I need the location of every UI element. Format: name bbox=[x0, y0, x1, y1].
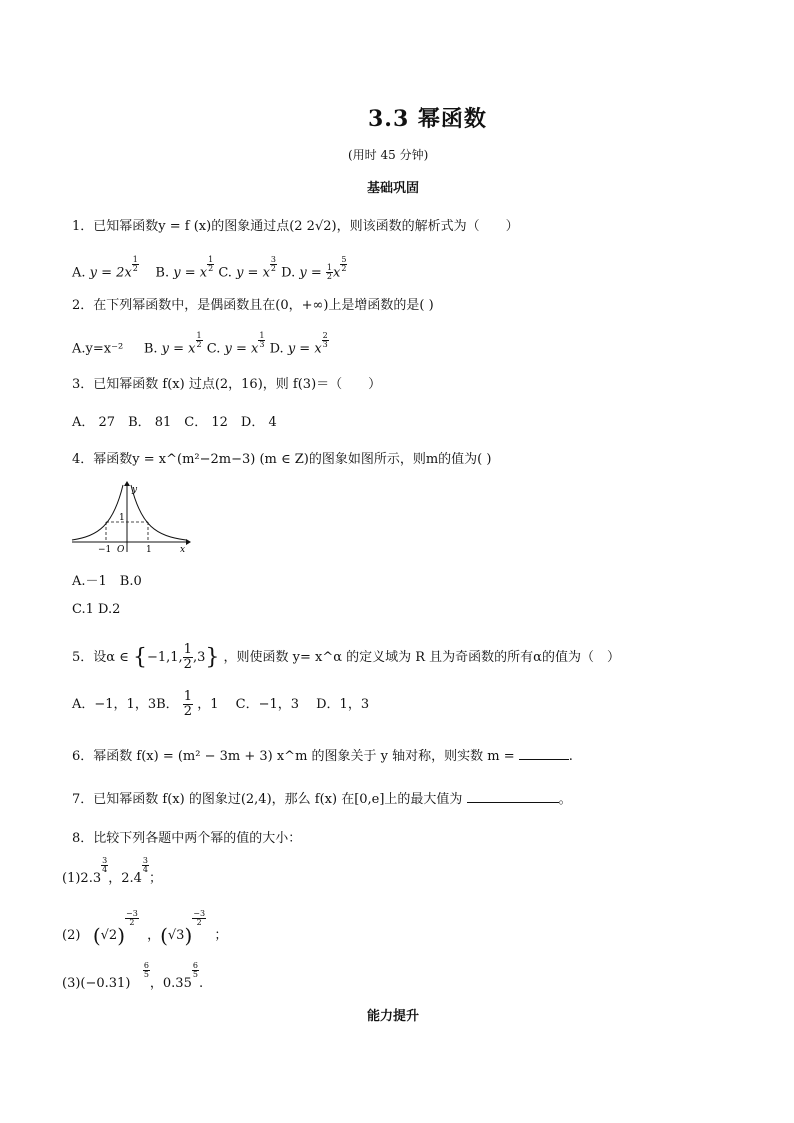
q6-stem: 6．幂函数 f(x) = (m² − 3m + 3) x^m 的图象关于 y 轴对称，则实数 m = bbox=[72, 749, 515, 764]
question-5-options: A．−1，1，3B． $\frac{1}{2}$ ，1 C．−1，3 D．1，3 bbox=[72, 689, 370, 719]
q2-option-c-label: C. bbox=[206, 341, 221, 357]
question-3-stem: 3．已知幂函数 f(x) 过点(2，16)，则 f(3)＝（ ） bbox=[72, 377, 382, 392]
question-2-options: A.y=x⁻² B. y = x $\frac{1}{2}$ C. y = x $\frac{1}{3}$ D. y = x $\frac{2}{3}$ bbox=[72, 331, 328, 357]
q5-options-pre: A．−1，1，3B． bbox=[72, 697, 179, 712]
q2-option-b-label: B. bbox=[143, 341, 158, 357]
question-1-stem: 1．已知幂函数y = f (x)的图象通过点(2 2√2)，则该函数的解析式为（ ） bbox=[72, 219, 519, 234]
answer-blank-7[interactable] bbox=[467, 790, 559, 803]
question-7 bbox=[72, 788, 572, 807]
q5-options-post: ，1 C．−1，3 D．1，3 bbox=[197, 697, 370, 712]
page-title: 3.3 幂函数 bbox=[368, 106, 487, 132]
question-4-options-1: A.－1 B.0 bbox=[72, 574, 142, 589]
page-subtitle: (用时 45 分钟) bbox=[348, 148, 429, 162]
curve-right bbox=[131, 485, 186, 540]
q6-end: . bbox=[568, 749, 573, 764]
graph-tick-y: 1 bbox=[119, 513, 125, 523]
question-4-stem: 4．幂函数y = x^(m²−2m−3) (m ∈ Z)的图象如图所示，则m的值为( ) bbox=[72, 452, 492, 467]
graph-x-label: x bbox=[180, 545, 186, 554]
q1-option-b-label: B. bbox=[155, 265, 170, 281]
question-6 bbox=[72, 745, 573, 764]
q7-end: 。 bbox=[558, 792, 572, 807]
section-advanced: 能力提升 bbox=[367, 1009, 420, 1024]
question-8-part-3: (3)(−0.31) $\frac{6}{5}$ ，0.35 $\frac{6}{5}$ . bbox=[62, 961, 204, 991]
graph-y-label: y bbox=[132, 485, 138, 495]
question-2-stem: 2．在下列幂函数中，是偶函数且在(0，+∞)上是增函数的是( ) bbox=[72, 298, 434, 313]
curve-left bbox=[72, 485, 123, 540]
question-8-part-1: (1)2.3 $\frac{3}{4}$ ，2.4 $\frac{3}{4}$ ； bbox=[62, 856, 162, 886]
answer-blank-6[interactable] bbox=[519, 747, 569, 760]
q8-p2-label: (2) bbox=[62, 928, 81, 943]
q2-option-a: A.y=x⁻² bbox=[72, 341, 124, 357]
question-4-options-2: C.1 D.2 bbox=[72, 602, 121, 617]
q8-p3-label: (3) bbox=[62, 976, 81, 991]
q1-option-d-label: D. bbox=[281, 265, 296, 281]
power-function-graph bbox=[68, 480, 192, 554]
x-axis-arrow bbox=[186, 539, 191, 545]
graph-tick-pos: 1 bbox=[146, 545, 152, 554]
q1-option-c-label: C. bbox=[218, 265, 232, 281]
q7-stem: 7．已知幂函数 f(x) 的图象过(2,4)，那么 f(x) 在[0,e]上的最大值为 bbox=[72, 792, 463, 807]
section-basic: 基础巩固 bbox=[367, 181, 420, 196]
question-8-part-2: (2) (√2) $\frac{-3}{2}$ ，(√3) $\frac{-3}{2}$ ； bbox=[62, 909, 228, 948]
question-5-stem: 5．设α ∈ {−1,1, $\frac{1}{2},3$} ，则使函数 y= x^α 的定义域为 R 且为奇函数的所有α的值为（ ） bbox=[72, 642, 620, 672]
q1-option-a-label: A. bbox=[72, 265, 86, 281]
question-3-options: A． 27 B． 81 C． 12 D． 4 bbox=[72, 415, 277, 430]
y-axis-arrow bbox=[124, 481, 130, 486]
question-1-options: A. y = 2x $\frac{1}{2}$ B. y = x $\frac{1}{2}$ C. y = x $\frac{3}{2}$ D. y = $\frac{1}{2}$ x $\frac{5}{2}$ bbox=[72, 255, 347, 282]
question-8-stem: 8．比较下列各题中两个幂的值的大小： bbox=[72, 831, 302, 846]
graph-tick-neg: −1 bbox=[98, 545, 112, 554]
q8-p1-label: (1) bbox=[62, 871, 81, 886]
q5-stem-pre: 5．设α ∈ bbox=[72, 650, 129, 665]
graph-origin-label: O bbox=[117, 545, 125, 554]
q2-option-d-label: D. bbox=[269, 341, 284, 357]
q5-stem-post: ，则使函数 y= x^α 的定义域为 R 且为奇函数的所有α的值为（ ） bbox=[223, 650, 620, 665]
